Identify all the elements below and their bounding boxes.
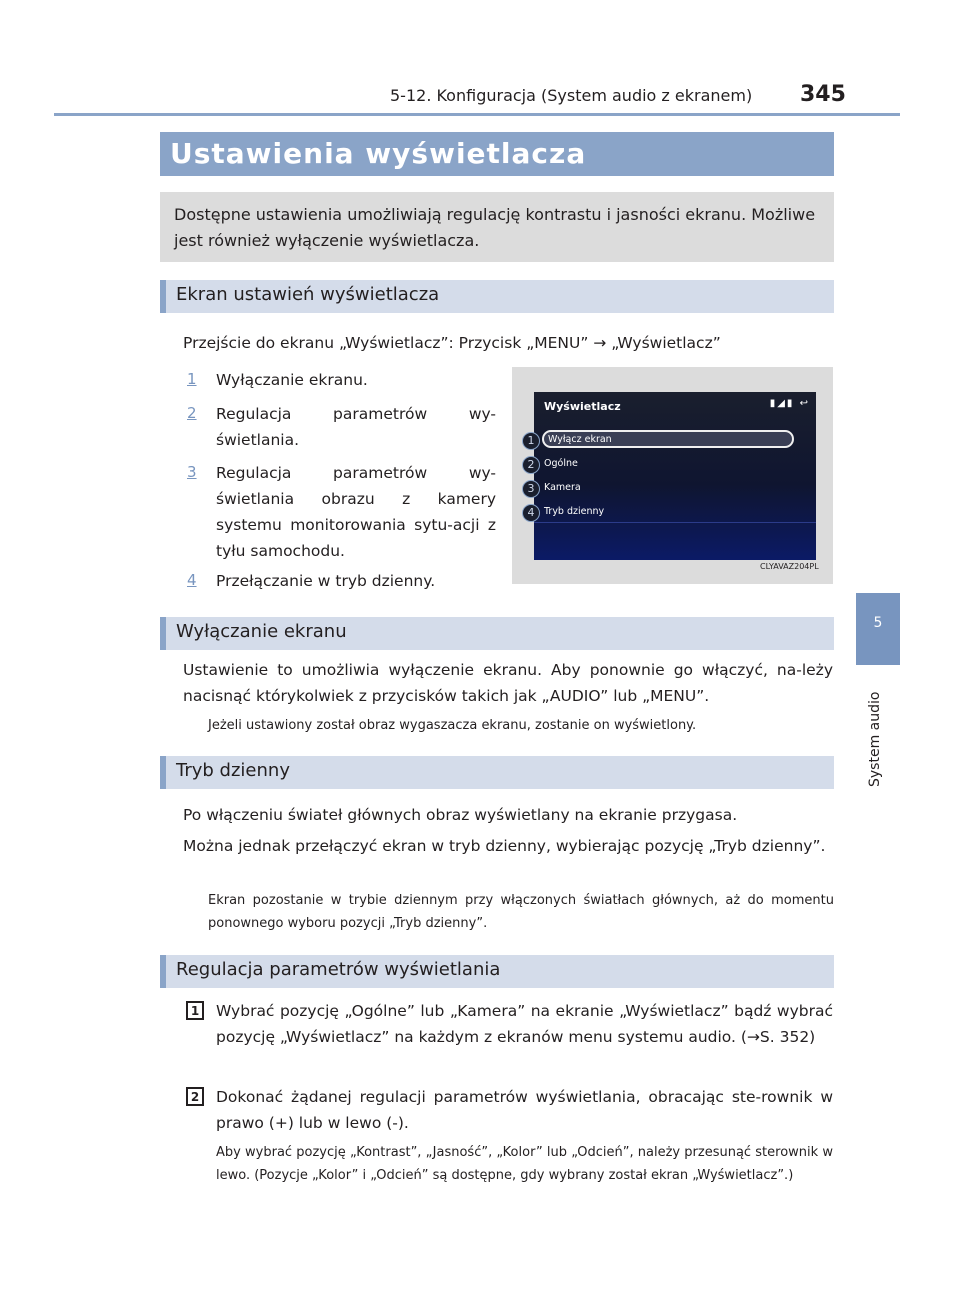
item-number-1: 1 (187, 370, 197, 388)
display-screen (534, 392, 816, 560)
page-number: 345 (800, 82, 846, 107)
item-3-text: Regulacja parametrów wy-świetlania obrazu z kamery systemu monitorowania sytu-acji z tyłu samochodu. (216, 464, 496, 560)
chapter-label-text: System audio (867, 691, 883, 787)
chapter-tab: 5 (856, 593, 900, 665)
section-heading-display-settings: Ekran ustawień wyświetlacza (160, 280, 834, 313)
step-1-text: Wybrać pozycję „Ogólne” lub „Kamera” na ekranie „Wyświetlacz” bądź wybrać pozycję „Wyświetlacz” na każdym z ekranów menu systemu audio. (→S. 352) (216, 1002, 833, 1046)
screen-title: Wyświetlacz (544, 400, 621, 413)
main-title: Ustawienia wyświetlacza (160, 132, 834, 176)
callout-4: 4 (522, 504, 540, 522)
item-1-text: Wyłączanie ekranu. (216, 371, 368, 389)
callout-3: 3 (522, 480, 540, 498)
callout-1: 1 (522, 432, 540, 450)
item-number-3: 3 (187, 463, 197, 481)
item-2-text: Regulacja parametrów wy-świetlania. (216, 405, 496, 449)
step-number-2: 2 (186, 1087, 204, 1106)
section-heading-display-adjust: Regulacja parametrów wyświetlania (160, 955, 834, 988)
step-number-1: 1 (186, 1001, 204, 1020)
running-header-title: 5-12. Konfiguracja (System audio z ekranem) (390, 86, 753, 105)
status-icons: ▮◢▮ ↩ (769, 398, 810, 409)
screen-row-screen-off: Wyłącz ekran (548, 434, 612, 445)
item-number-2: 2 (187, 404, 197, 422)
screen-off-text: Ustawienie to umożliwia wyłączenie ekranu. Aby ponownie go włączyć, na-leży nacisnąć którykolwiek z przycisków takich jak „AUDIO” lub „MENU”. (183, 661, 833, 705)
item-number-4: 4 (187, 571, 197, 589)
chapter-label (864, 672, 884, 787)
row-divider (534, 522, 816, 523)
step-2-text: Dokonać żądanej regulacji parametrów wyświetlania, obracając ste-rownik w prawo (+) lub w lewo (-). (216, 1088, 833, 1132)
callout-2: 2 (522, 456, 540, 474)
section-heading-day-mode: Tryb dzienny (160, 756, 834, 789)
screen-row-general: Ogólne (544, 458, 578, 469)
day-mode-note: Ekran pozostanie w trybie dziennym przy włączonych światłach głównych, aż do momentu ponownego wyboru pozycji „Tryb dzienny”. (208, 893, 834, 931)
figure-code: CLYAVAZ204PL (760, 562, 819, 571)
item-4-text: Przełączanie w tryb dzienny. (216, 572, 436, 590)
screen-row-day-mode: Tryb dzienny (544, 506, 605, 517)
nav-instruction: Przejście do ekranu „Wyświetlacz”: Przycisk „MENU” → „Wyświetlacz” (183, 334, 721, 352)
screen-row-camera: Kamera (544, 482, 581, 493)
section-heading-screen-off: Wyłączanie ekranu (160, 617, 834, 650)
screen-off-note: Jeżeli ustawiony został obraz wygaszacza ekranu, zostanie on wyświetlony. (208, 718, 697, 733)
adjust-note: Aby wybrać pozycję „Kontrast”, „Jasność”, „Kolor” lub „Odcień”, należy przesunąć sterownik w lewo. (Pozycje „Kolor” i „Odcień” są dostępne, gdy wybrany został ekran „Wyświetlacz”.) (216, 1145, 833, 1183)
day-mode-text-2: Można jednak przełączyć ekran w tryb dzienny, wybierając pozycję „Tryb dzienny”. (183, 837, 826, 855)
header-rule (54, 113, 900, 116)
intro-box: Dostępne ustawienia umożliwiają regulację kontrastu i jasności ekranu. Możliwe jest również wyłączenie wyświetlacza. (160, 192, 834, 262)
day-mode-text-1: Po włączeniu świateł głównych obraz wyświetlany na ekranie przygasa. (183, 806, 738, 824)
